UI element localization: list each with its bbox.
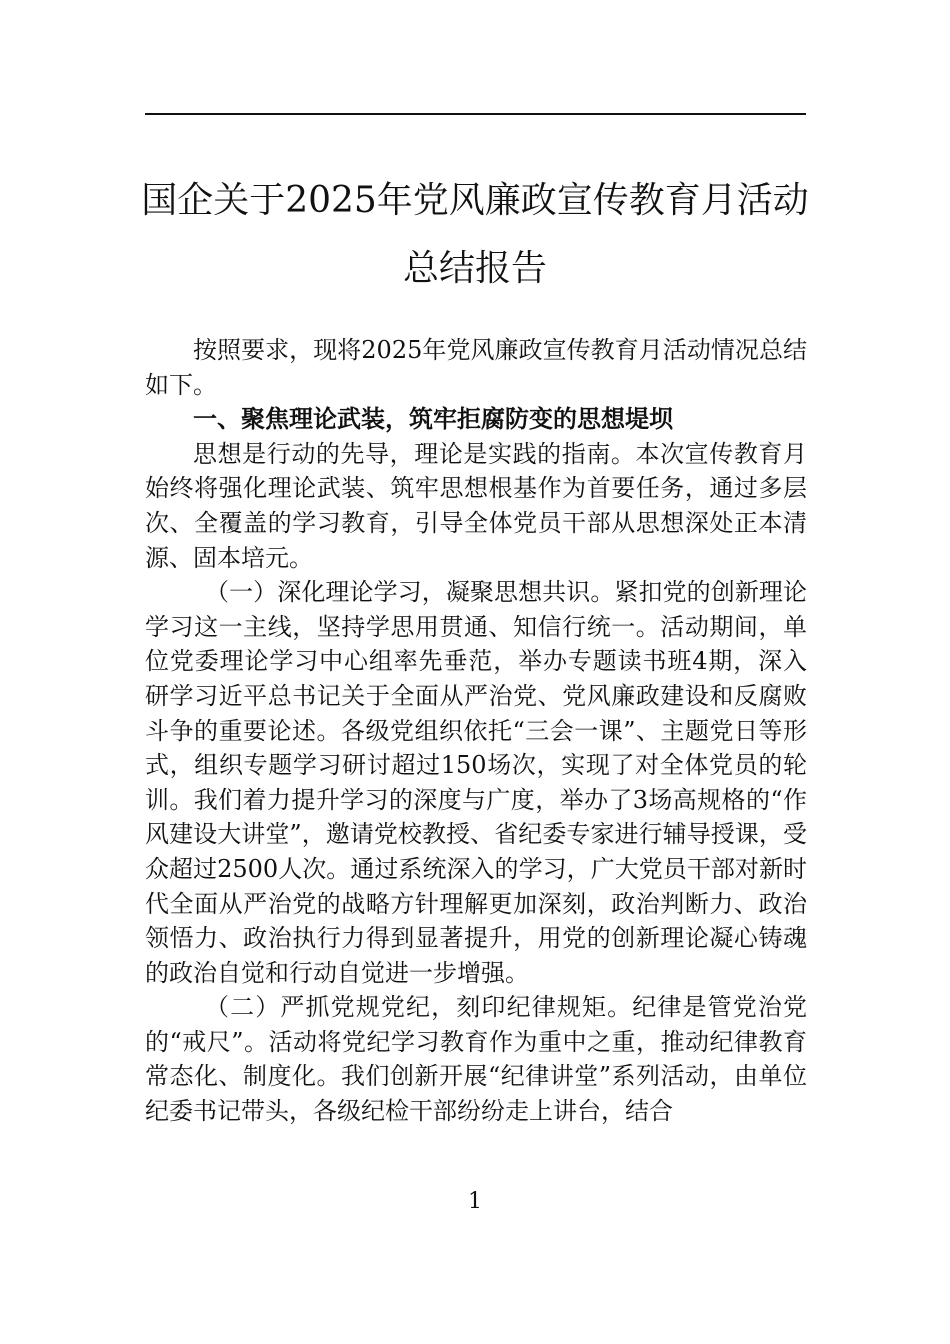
document-title-line-1: 国企关于2025年党风廉政宣传教育月活动 [141,180,809,221]
subsection-1-paragraph: （一）深化理论学习，凝聚思想共识。紧扣党的创新理论学习这一主线，坚持学思用贯通、知信行统一。活动期间，单位党委理论学习中心组率先垂范，举办专题读书班4期，深入研学习近平总书记关于全面从严治党、党风廉政建设和反腐败斗争的重要论述。各级党组织依托“三会一课”、主题党日等形式，组织专题学习研讨超过150场次，实现了对全体党员的轮训。我们着力提升学习的深度与广度，举办了3场高规格的“作风建设大讲堂”，邀请党校教授、省纪委专家进行辅导授课，受众超过2500人次。通过系统深入的学习，广大党员干部对新时代全面从严治党的战略方针理解更加深刻，政治判断力、政治领悟力、政治执行力得到显著提升，用党的创新理论凝心铸魂的政治自觉和行动自觉进一步增强。 [145,578,807,987]
subsection-2-paragraph: （二）严抓党规党纪，刻印纪律规矩。纪律是管党治党的“戒尺”。活动将党纪学习教育作为重中之重，推动纪律教育常态化、制度化。我们创新开展“纪律讲堂”系列活动，由单位纪委书记带头，各级纪检干部纷纷走上讲台，结合 [145,993,807,1126]
document-body [145,333,807,1129]
header-rule [145,113,806,115]
section-1-paragraph: 思想是行动的先导，理论是实践的指南。本次宣传教育月始终将强化理论武装、筑牢思想根基作为首要任务，通过多层次、全覆盖的学习教育，引导全体党员干部从思想深处正本清源、固本培元。 [145,439,807,572]
page-number: 1 [468,1189,482,1214]
section-1-heading: 一、聚焦理论武装，筑牢拒腐防变的思想堤坝 [193,404,673,434]
intro-paragraph: 按照要求，现将2025年党风廉政宣传教育月活动情况总结如下。 [145,336,807,399]
document-title-line-2: 总结报告 [402,248,547,289]
